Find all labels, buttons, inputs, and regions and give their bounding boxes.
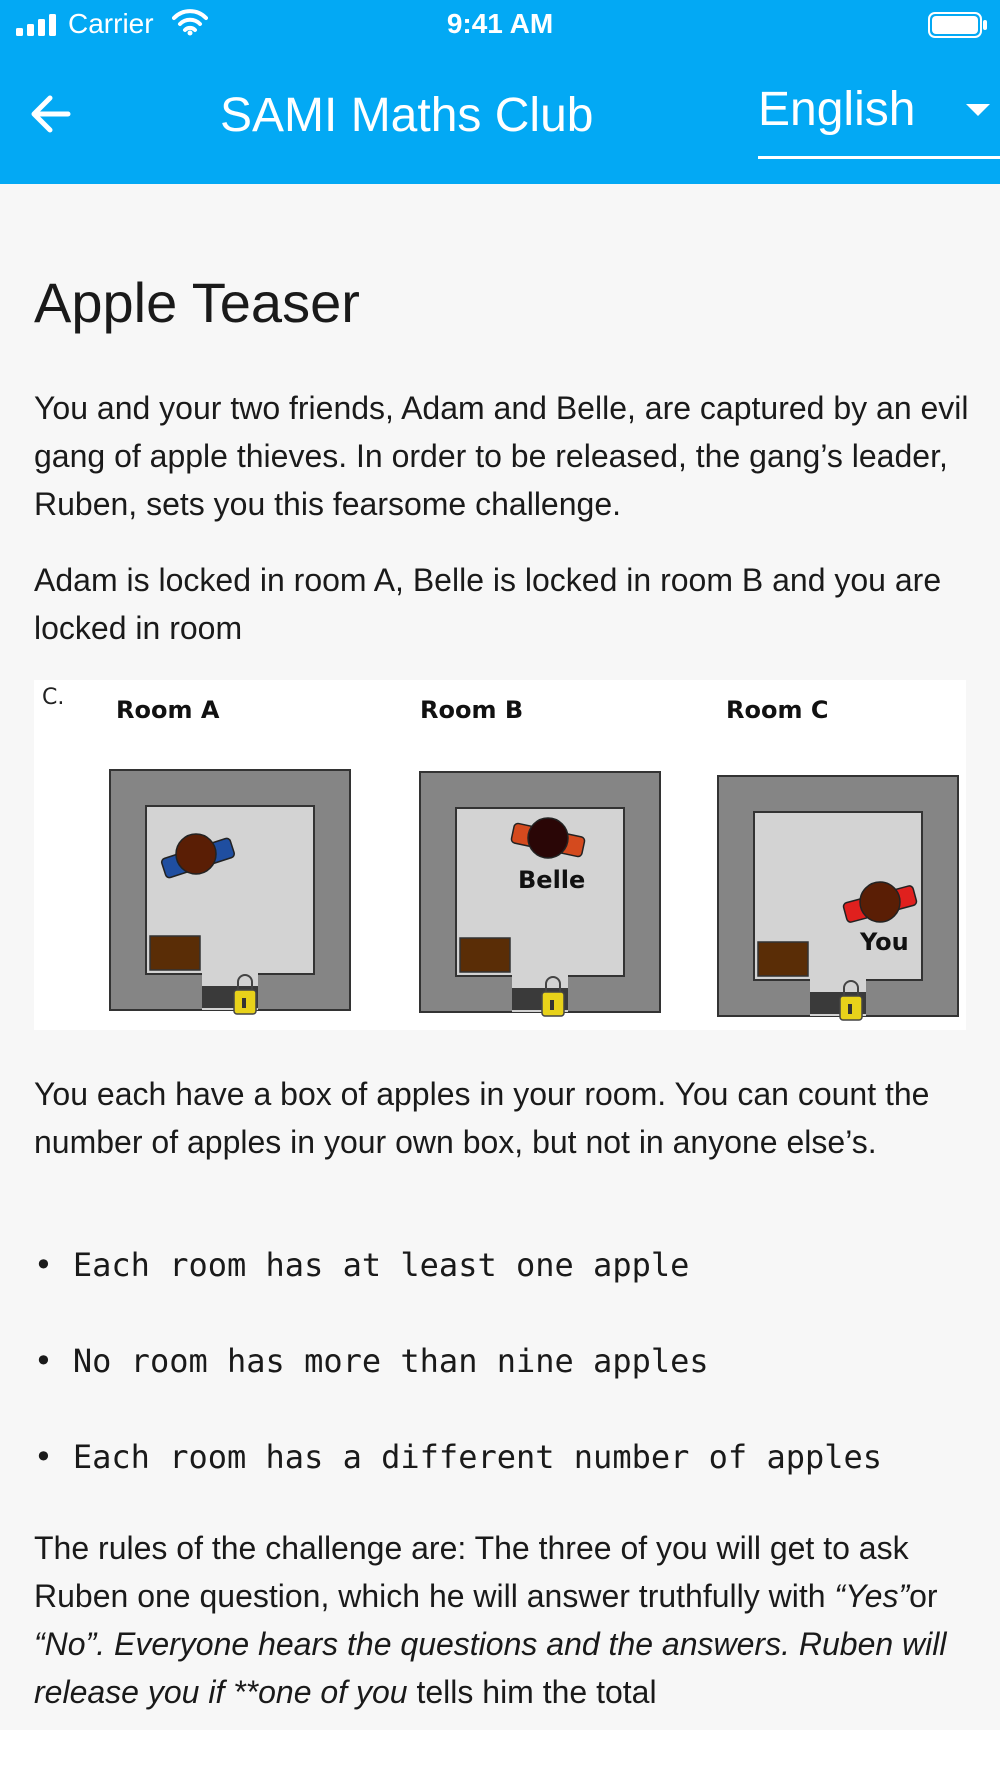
app-title: SAMI Maths Club — [220, 89, 594, 142]
list-item: • No room has more than nine apples — [34, 1342, 709, 1380]
top-bar — [0, 0, 1000, 184]
room-a-label: Room A — [116, 696, 220, 724]
article-content[interactable] — [0, 184, 1000, 1730]
apple-box-b — [460, 938, 510, 972]
list-item: • Each room has at least one apple — [34, 1246, 690, 1284]
back-arrow-icon[interactable] — [28, 92, 72, 136]
list-item-text: Each room has at least one apple — [72, 1246, 690, 1284]
apple-box-a — [150, 936, 200, 970]
rules-paragraph: The rules of the challenge are: The three of you will get to ask Ruben one question, which he will answer truthfully with “Yes”or “No”. Everyone hears the questions and the answers. Ruben will release you if **one of you tells him the total — [34, 1530, 947, 1710]
list-item-text: No room has more than nine apples — [72, 1342, 709, 1380]
rooms-paragraph: Adam is locked in room A, Belle is locked in room B and you are locked in room — [34, 562, 942, 646]
rooms-diagram — [34, 680, 966, 1030]
room-c-label: Room C — [726, 696, 829, 724]
bottom-strip — [0, 1730, 1000, 1778]
diagram-corner-label: C. — [42, 685, 65, 710]
list-item-text: Each room has a different number of apples — [72, 1438, 883, 1476]
language-label: English — [758, 83, 916, 136]
carrier-label: Carrier — [68, 8, 154, 39]
status-time: 9:41 AM — [446, 8, 554, 39]
battery-icon — [928, 12, 988, 38]
language-select[interactable] — [758, 76, 1000, 159]
belle-label: Belle — [518, 866, 586, 894]
page-title: Apple Teaser — [34, 271, 360, 334]
apples-paragraph: You each have a box of apples in your room. You can count the number of apples in your own box, but not in anyone else’s. — [34, 1076, 930, 1160]
apple-box-c — [758, 942, 808, 976]
room-b-label: Room B — [420, 696, 524, 724]
room-b — [420, 772, 660, 1016]
room-a — [110, 770, 350, 1014]
you-label: You — [860, 928, 909, 956]
status-bar — [0, 0, 1000, 50]
caret-down-icon — [966, 104, 990, 116]
list-item: • Each room has a different number of apples — [34, 1438, 883, 1476]
intro-paragraph: You and your two friends, Adam and Belle, are captured by an evil gang of apple thieves. In order to be released, the gang’s leader, Ruben, sets you this fearsome challenge. — [34, 390, 969, 522]
app-bar — [0, 70, 1000, 180]
room-c — [718, 776, 958, 1020]
